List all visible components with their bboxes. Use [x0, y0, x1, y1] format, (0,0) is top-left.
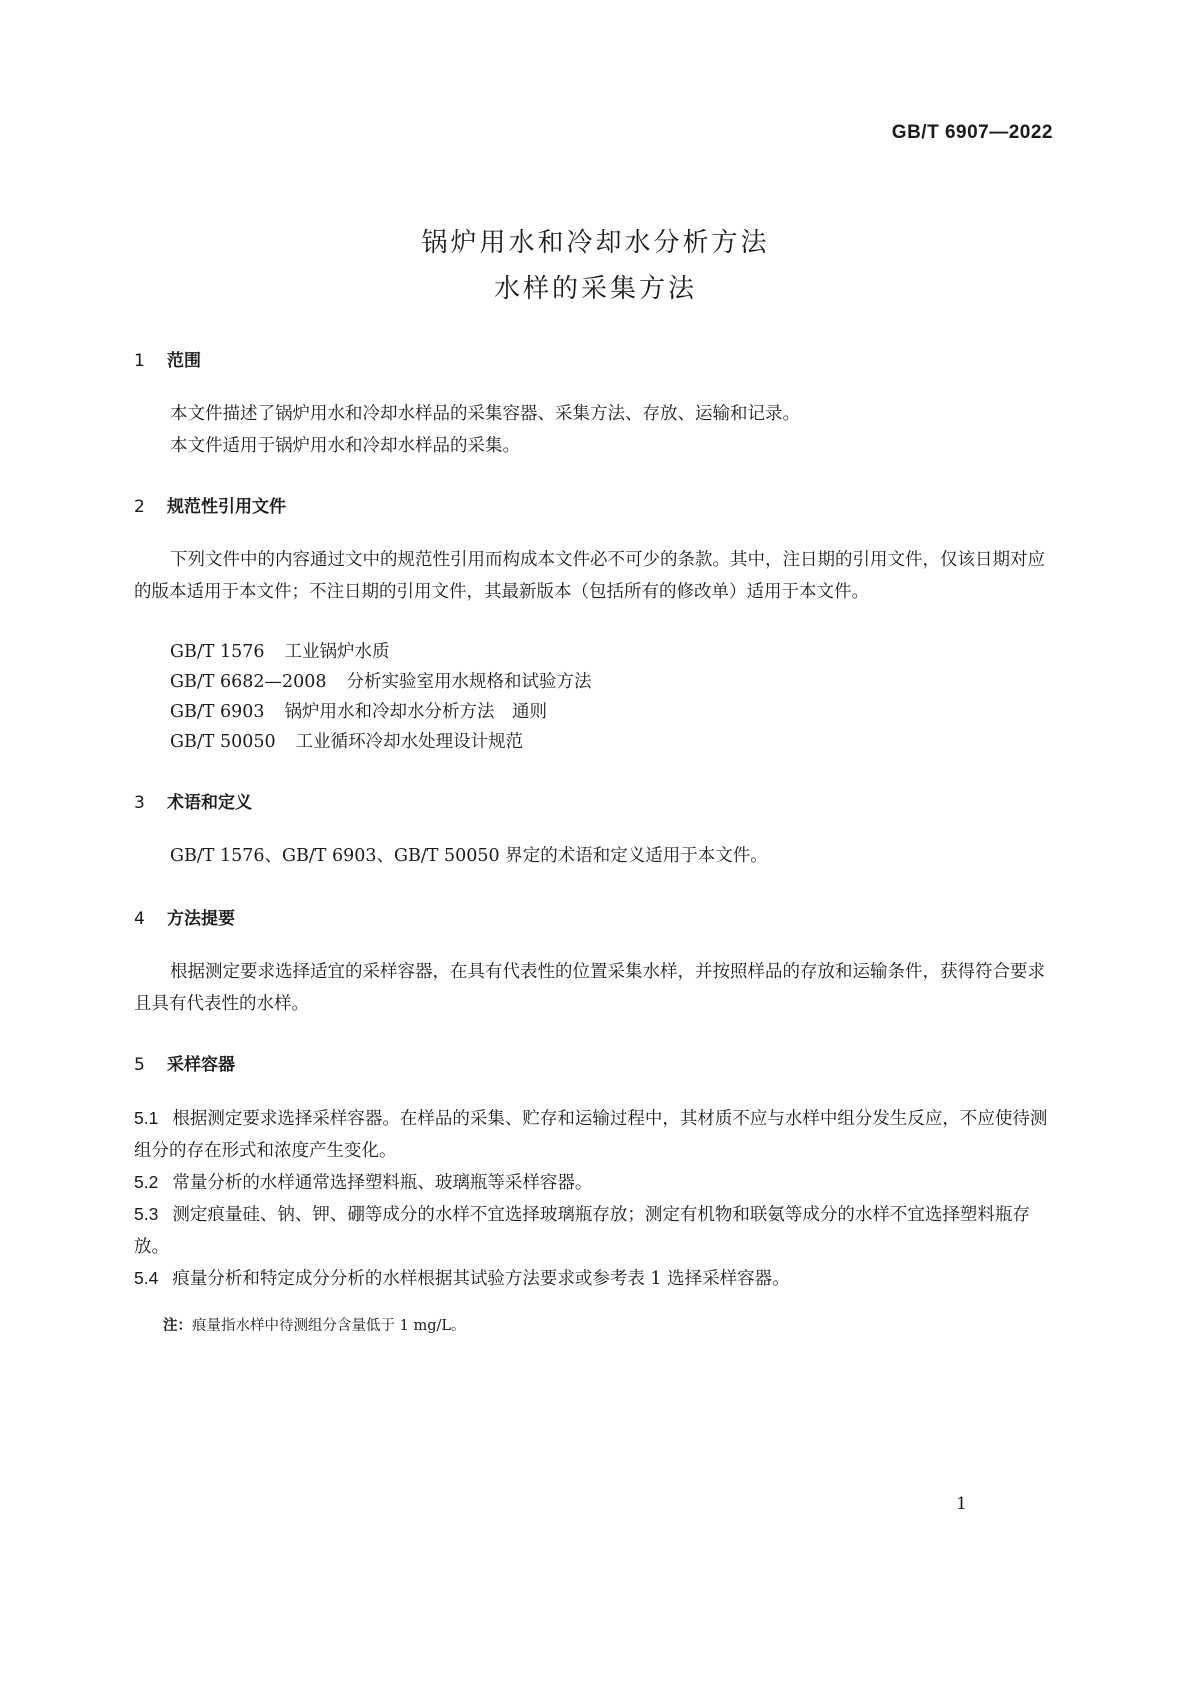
- document-title-line2: 水样的采集方法: [493, 274, 697, 304]
- section-2-paragraph: 下列文件中的内容通过文中的规范性引用而构成本文件必不可少的条款。其中，注日期的引用文件，仅该日期对应的版本适用于本文件；不注日期的引用文件，其最新版本（包括所有的修改单）适用于本文件。: [134, 550, 1045, 602]
- section-title: 采样容器: [167, 1055, 235, 1075]
- section-number: 1: [134, 351, 145, 371]
- reference-title: 分析实验室用水规格和试验方法: [346, 672, 592, 692]
- reference-item: [170, 638, 390, 663]
- section-title: 规范性引用文件: [167, 497, 286, 517]
- section-number: 4: [134, 909, 145, 929]
- clause-text: 痕量分析和特定成分分析的水样根据其试验方法要求或参考表 1 选择采样容器。: [172, 1269, 790, 1289]
- reference-item: [170, 728, 523, 753]
- reference-item: [170, 698, 547, 723]
- section-2-heading: [134, 492, 286, 517]
- clause-5-3: [134, 1198, 1054, 1263]
- section-1-paragraph-2: 本文件适用于锅炉用水和冷却水样品的采集。: [170, 436, 520, 456]
- clause-number: 5.2: [134, 1172, 159, 1192]
- clause-number: 5.3: [134, 1204, 159, 1224]
- reference-code: GB/T 6682—2008: [170, 672, 327, 692]
- section-number: 5: [134, 1055, 145, 1075]
- clause-text: 根据测定要求选择采样容器。在样品的采集、贮存和运输过程中，其材质不应与水样中组分发生反应，不应使待测组分的存在形式和浓度产生变化。: [134, 1109, 1048, 1161]
- section-3-heading: [134, 788, 252, 813]
- reference-code: GB/T 50050: [170, 732, 276, 752]
- section-number: 2: [134, 497, 145, 517]
- document-title-line1: 锅炉用水和冷却水分析方法: [421, 228, 770, 258]
- clause-text: 测定痕量硅、钠、钾、硼等成分的水样不宜选择玻璃瓶存放；测定有机物和联氨等成分的水样不宜选择塑料瓶存放。: [134, 1205, 1030, 1257]
- note: [163, 1314, 466, 1335]
- reference-item: [170, 668, 592, 693]
- section-title: 术语和定义: [167, 793, 252, 813]
- note-label: 注：: [163, 1318, 192, 1334]
- reference-title: 工业锅炉水质: [284, 642, 390, 662]
- section-1-paragraph-1: 本文件描述了锅炉用水和冷却水样品的采集容器、采集方法、存放、运输和记录。: [170, 404, 800, 424]
- reference-code: GB/T 1576: [170, 642, 265, 662]
- section-number: 3: [134, 793, 145, 813]
- section-title: 范围: [167, 351, 201, 371]
- section-4-heading: [134, 904, 235, 929]
- clause-text: 常量分析的水样通常选择塑料瓶、玻璃瓶等采样容器。: [172, 1173, 593, 1193]
- section-3-paragraph: GB/T 1576、GB/T 6903、GB/T 50050 界定的术语和定义适用于本文件。: [170, 846, 768, 866]
- section-1-heading: [134, 346, 201, 371]
- clause-number: 5.4: [134, 1268, 159, 1288]
- clause-number: 5.1: [134, 1108, 159, 1128]
- page-number: 1: [956, 1494, 967, 1514]
- reference-title: 工业循环冷却水处理设计规范: [295, 732, 524, 752]
- note-text: 痕量指水样中待测组分含量低于 1 mg/L。: [192, 1318, 466, 1334]
- clause-5-4: [134, 1262, 1054, 1295]
- standard-number: GB/T 6907—2022: [891, 122, 1053, 143]
- reference-code: GB/T 6903: [170, 702, 265, 722]
- section-5-heading: [134, 1050, 235, 1075]
- section-title: 方法提要: [167, 909, 235, 929]
- section-4-paragraph: 根据测定要求选择适宜的采样容器，在具有代表性的位置采集水样，并按照样品的存放和运输条件，获得符合要求且具有代表性的水样。: [134, 962, 1045, 1014]
- clause-5-2: [134, 1166, 1054, 1199]
- clause-5-1: [134, 1102, 1054, 1167]
- reference-title: 锅炉用水和冷却水分析方法 通则: [284, 702, 548, 722]
